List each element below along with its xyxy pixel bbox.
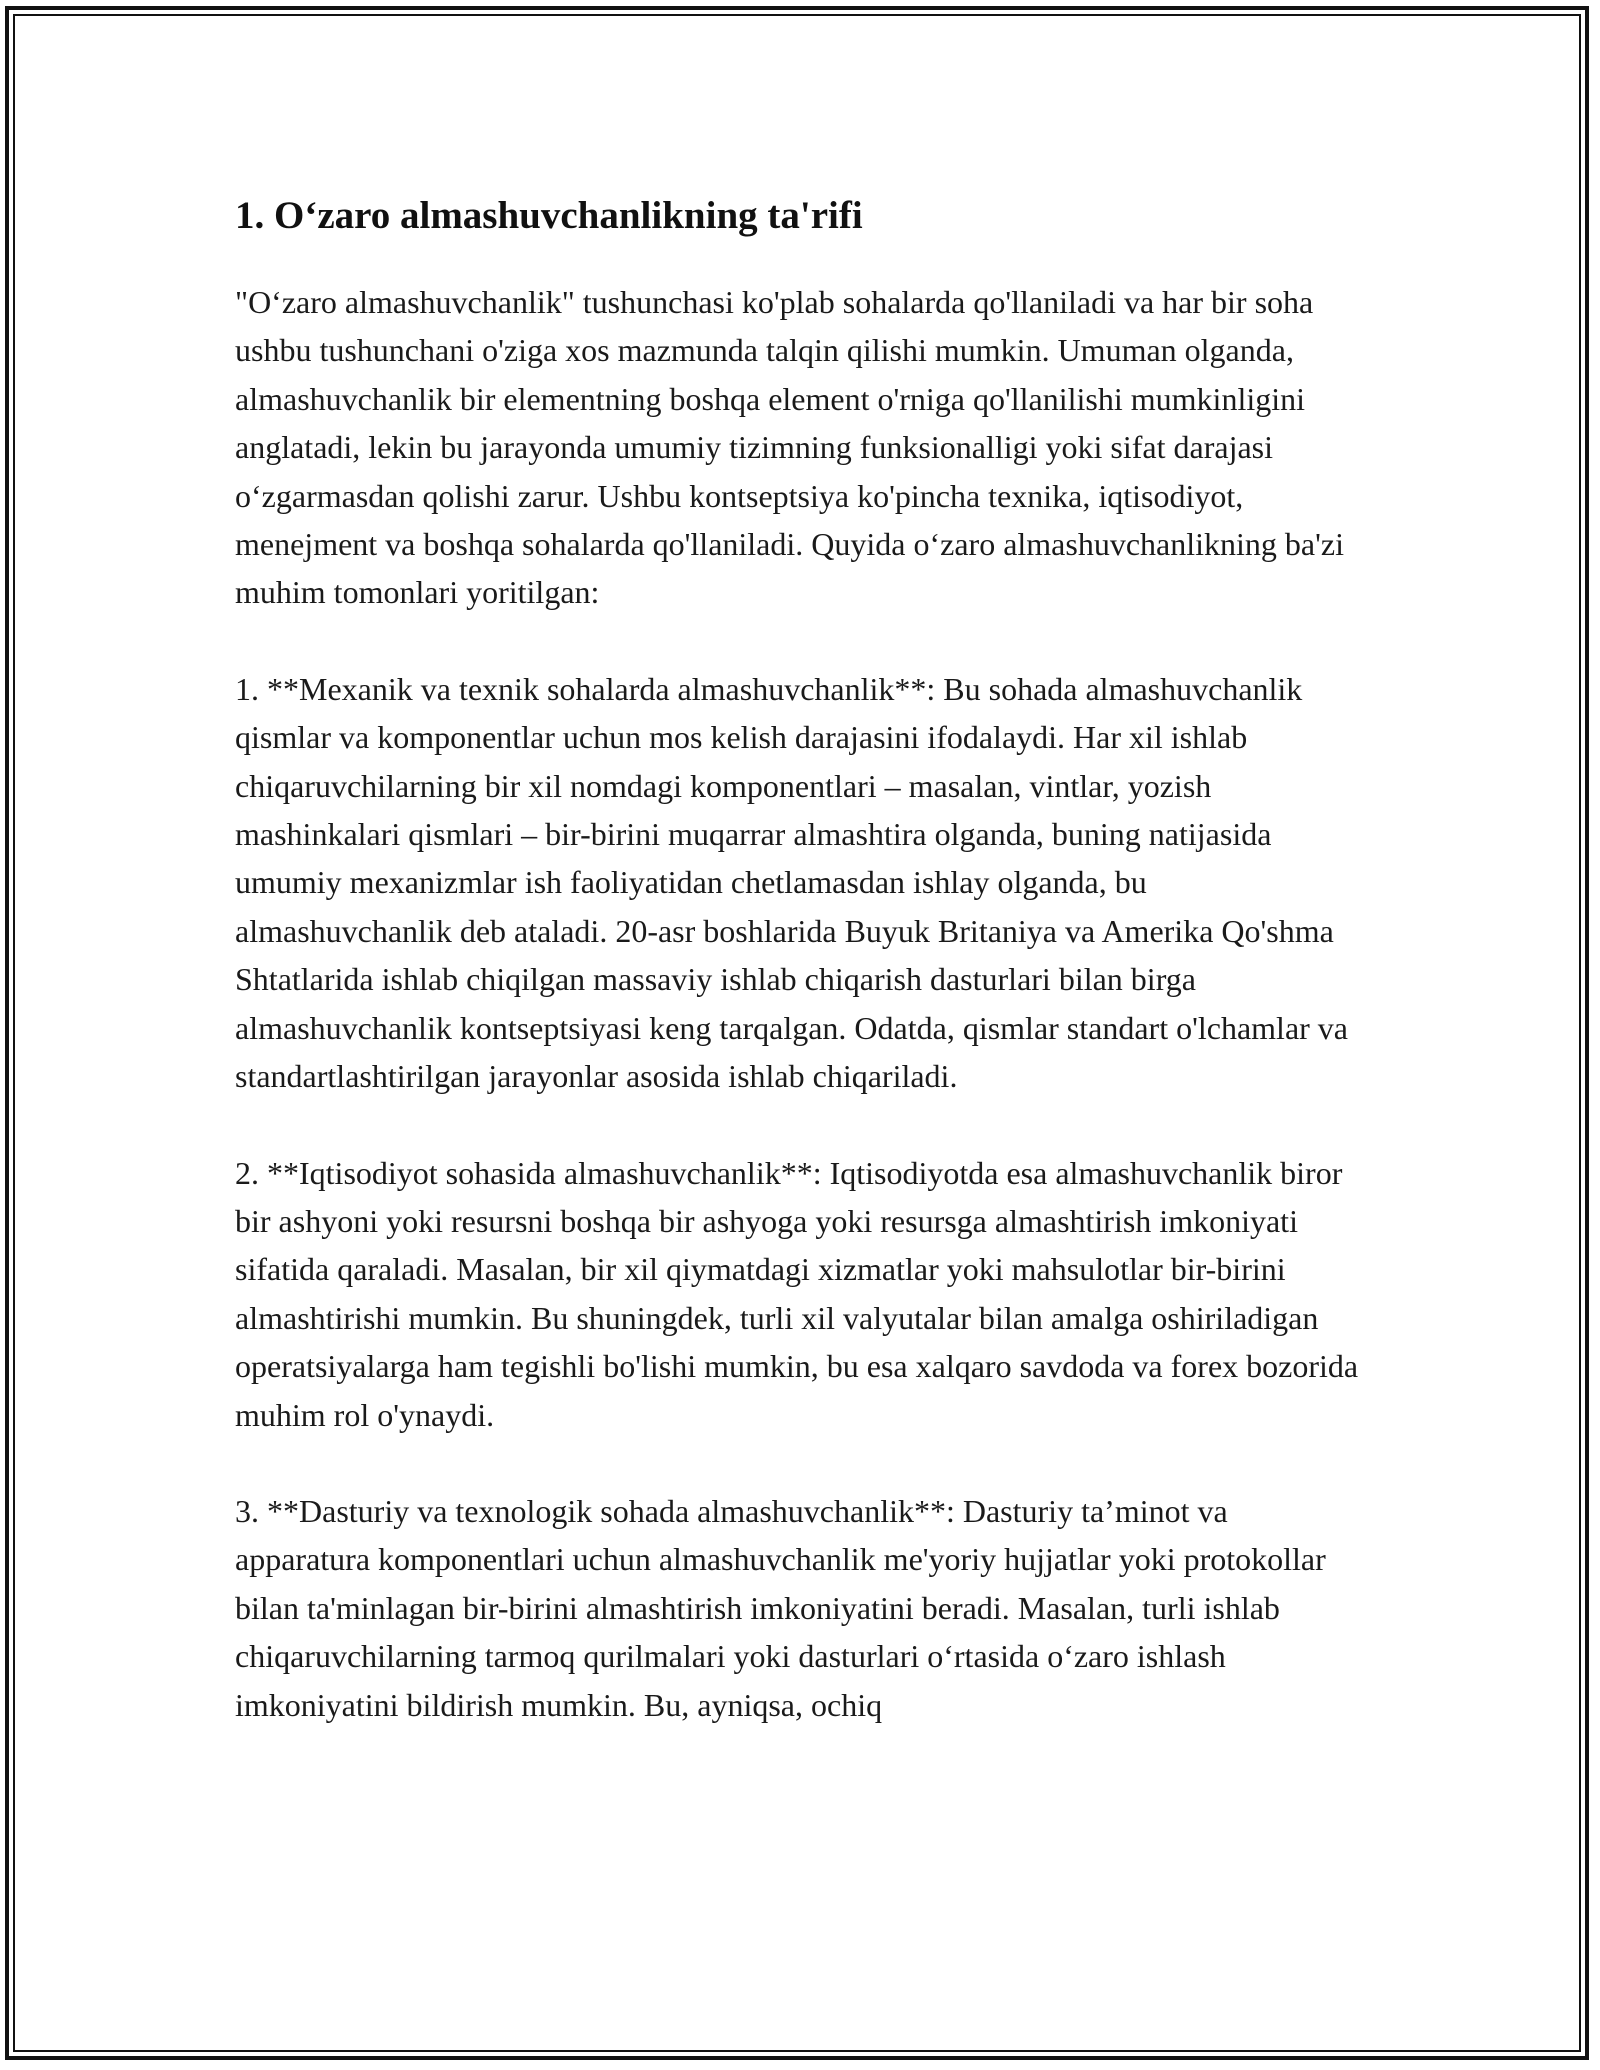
paragraph-software: 3. **Dasturiy va texnologik sohada almashuvchanlik**: Dasturiy ta’minot va apparatura komponentlari uchun almashuvchanlik me'yoriy hujjatlar yoki protokollar bilan ta'minlagan bir-birini almashtirish imkoniyatini beradi. Masalan, turli ishlab chiqaruvchilarning tarmoq qurilmalari yoki dasturlari o‘rtasida o‘zaro ishlash imkoniyatini bildirish mumkin. Bu, ayniqsa, ochiq	[235, 1492, 1326, 1723]
intro-paragraph: "O‘zaro almashuvchanlik" tushunchasi ko'plab sohalarda qo'llaniladi va har bir soha ushbu tushunchani o'ziga xos mazmunda talqin qilishi mumkin. Umuman olganda, almashuvchanlik bir elementning boshqa element o'rniga qo'llanilishi mumkinligini anglatadi, lekin bu jarayonda umumiy tizimning funksionalligi yoki sifat darajasi o‘zgarmasdan qolishi zarur. Ushbu kontseptsiya ko'pincha texnika, iqtisodiyot, menejment va boshqa sohalarda qo'llaniladi. Quyida o‘zaro almashuvchanlikning ba'zi muhim tomonlari yoritilgan:	[235, 284, 1344, 611]
paragraph-mechanical: 1. **Mexanik va texnik sohalarda almashuvchanlik**: Bu sohada almashuvchanlik qismlar va komponentlar uchun mos kelish darajasini ifodalaydi. Har xil ishlab chiqaruvchilarning bir xil nomdagi komponentlari – masalan, vintlar, yozish mashinkalari qismlari – bir-birini muqarrar almashtira olganda, buning natijasida umumiy mexanizmlar ish faoliyatidan chetlamasdan ishlay olganda, bu almashuvchanlik deb ataladi. 20-asr boshlarida Buyuk Britaniya va Amerika Qo'shma Shtatlarida ishlab chiqilgan massaviy ishlab chiqarish dasturlari bilan birga almashuvchanlik kontseptsiyasi keng tarqalgan. Odatda, qismlar standart o'lchamlar va standartlashtirilgan jarayonlar asosida ishlab chiqariladi.	[235, 670, 1348, 1095]
section-heading: 1. O‘zaro almashuvchanlikning ta'rifi	[235, 194, 863, 237]
document-page	[235, 180, 1365, 1777]
paragraph-economic: 2. **Iqtisodiyot sohasida almashuvchanlik**: Iqtisodiyotda esa almashuvchanlik biror bir ashyoni yoki resursni boshqa bir ashyoga yoki resursga almashtirish imkoniyati sifatida qaraladi. Masalan, bir xil qiymatdagi xizmatlar yoki mahsulotlar bir-birini almashtirishi mumkin. Bu shuningdek, turli xil valyutalar bilan amalga oshiriladigan operatsiyalarga ham tegishli bo'lishi mumkin, bu esa xalqaro savdoda va forex bozorida muhim rol o'ynaydi.	[235, 1154, 1359, 1433]
